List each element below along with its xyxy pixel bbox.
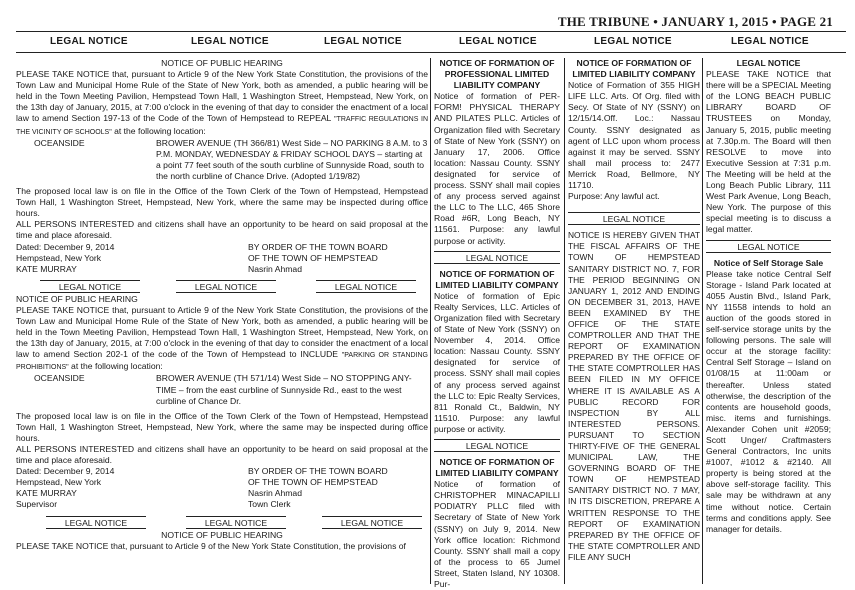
notice-heading: LEGAL NOTICE: [736, 58, 801, 68]
notice-body: Notice of Formation of 355 HIGH LIFE LLC. Arts. Of Org. filed with Secy. Of State of NY (SSNY) on 12/15/14.Off. Loc.: Nassau County. SSNY designated as agent of LLC upon whom process against it may be served. SSNY shall mail process to: 2477 Merrick Road, Bellmore, NY 11710.: [568, 80, 700, 191]
header-rule: [16, 52, 846, 53]
masthead: THE TRIBUNE • JANUARY 1, 2015 • PAGE 21: [557, 14, 833, 29]
legal-notice-label-row: [16, 278, 428, 292]
hearing-signature: Dated: December 9, 2014 Hempstead, New York KATE MURRAY BY ORDER OF THE TOWN BOARD OF THE TOWN OF HEMPSTEAD Nasrin Ahmad: [16, 241, 388, 274]
notice-heading: NOTICE OF FORMATION OF LIMITED LIABILITY COMPANY: [435, 457, 559, 479]
legal-notice-label-row: [16, 514, 428, 528]
column-header: LEGAL NOTICE: [731, 36, 809, 47]
llc-formation-column: [434, 58, 560, 590]
notice-body: Notice of formation of PER-FORM! PHYSICAL THERAPY AND PILATES PLLC. Articles of Organization filed with Secretary of State of New York (SSNY) on January 17, 2006. Office location: Nassau County. SSNY designated for service of process. SSNY shall mail copies of any process served against the LLC to The LLC, 465 Shore Road #6R, Long Beach, NY 11561. Purpose: any lawful purpose or activity.: [434, 91, 560, 246]
legal-notice-label: LEGAL NOTICE: [434, 439, 560, 452]
legal-notice-label: LEGAL NOTICE: [568, 212, 700, 225]
notice-heading: NOTICE OF FORMATION OF LIMITED LIABILITY COMPANY: [572, 58, 696, 80]
notice-heading: NOTICE OF FORMATION OF LIMITED LIABILITY COMPANY: [435, 268, 559, 290]
column-header: LEGAL NOTICE: [50, 36, 128, 47]
hearing-allpersons: ALL PERSONS INTERESTED and citizens shall have an opportunity to be heard on said proposal at the time and place aforesaid.: [16, 219, 428, 241]
column-header: LEGAL NOTICE: [594, 36, 672, 47]
legal-notice-label: LEGAL NOTICE: [316, 280, 416, 293]
notice-body: Notice of formation of CHRISTOPHER MINACAPILLI PODIATRY PLLC filed with Secretary of State of New York (SSNY) on July 9, 2014. New York office location: Richmond County. SSNY shall mail a copy of the process to 65 Jumel Street, Staten Island, NY 10308. Pur-: [434, 479, 560, 590]
notice-body: PLEASE TAKE NOTICE that there will be a SPECIAL Meeting of the LONG BEACH PUBLIC LIBRARY BOARD OF TRUSTEES on Monday, January 5, 2015, public meeting at 7.30p.m. The Board will then RESOLVE to move into Executive Session at 7:31 p.m. The Meeting will be held at the Long Beach Public Library, 111 West Park Avenue, Long Beach, New York. The purpose of this special meeting is to discuss a legal matter.: [706, 69, 831, 235]
legal-notice-label: LEGAL NOTICE: [322, 516, 422, 529]
notice-purpose: Purpose: Any lawful act.: [568, 191, 660, 202]
hearing-title: NOTICE OF PUBLIC HEARING: [161, 58, 283, 68]
hearing-onfile: The proposed local law is on file in the Office of the Town Clerk of the Town of Hempstead, Hempstead Town Hall, 1 Washington Street, Hempstead, New York, where the same may be inspected during office hours.: [16, 410, 428, 443]
hearing-body: PLEASE TAKE NOTICE that, pursuant to Article 9 of the New York State Constitution, the provisions of the Town Law and Municipal Home Rule of the State of New York, both as amended, a public hearing will be held in the Town Meeting Pavilion, Hempstead Town Hall, 1 Washington Street, Hempstead, New York, on the 13th day of January, 2015, at 7:00 o'clock in the evening of that day to consider the enactment of a local law to amend Section 202-1 of the code of the Town of Hempstead to INCLUDE "PARKING OR STANDING PROHIBITIONS" at the following location:: [16, 304, 429, 372]
column-divider: [430, 58, 431, 584]
column-header-row: [16, 36, 846, 50]
hearing-title: NOTICE OF PUBLIC HEARING: [16, 293, 138, 304]
column-divider: [702, 58, 703, 584]
notice-heading: NOTICE OF FORMATION OF PROFESSIONAL LIMITED LIABILITY COMPANY: [439, 58, 555, 91]
public-hearing-column: [16, 58, 428, 552]
hearing-location: OCEANSIDE BROWER AVENUE (TH 571/14) West Side – NO STOPPING ANY-TIME – from the east curbline of Sunnyside Rd., east to the west curbline of Chance Dr.: [34, 373, 412, 406]
legal-notice-label: LEGAL NOTICE: [176, 280, 276, 293]
hearing-body: PLEASE TAKE NOTICE that, pursuant to Article 9 of the New York State Constitution, the provisions of the Town Law and Municipal Home Rule of the State of New York, both as amended, a public hearing will be held in the Town Meeting Pavilion, Hempstead Town Hall, 1 Washington Street, Hempstead, New York, on the 13th day of January, 2015, at 7:00 o'clock in the evening of that day to consider the enactment of a local law to amend Section 197-13 of the Code of the Town of Hempstead to REPEAL "TRAFFIC REGULATIONS IN THE VICINITY OF SCHOOLS" at the following location:: [16, 69, 429, 136]
column-header: LEGAL NOTICE: [459, 36, 537, 47]
hearing-onfile: The proposed local law is on file in the Office of the Town Clerk of the Town of Hempstead, Hempstead Town Hall, 1 Washington Street, Hempstead, New York, where the same may be inspected during office hours.: [16, 186, 428, 219]
column-header: LEGAL NOTICE: [324, 36, 402, 47]
fiscal-notice-column: [568, 58, 700, 563]
column-header: LEGAL NOTICE: [191, 36, 269, 47]
notice-heading: Notice of Self Storage Sale: [713, 257, 824, 268]
library-storage-column: [706, 58, 831, 535]
notice-body: NOTICE IS HEREBY GIVEN THAT THE FISCAL AFFAIRS OF THE TOWN OF HEMPSTEAD SANITARY DISTRICT NO. 7, FOR THE PERIOD BEGINNING ON JANUARY 1, 2012 AND ENDING ON DECEMBER 31, 2013, HAVE BEEN EXAMINED BY THE OFFICE OF THE STATE COMPTROLLER AND THAT THE REPORT OF EXAMINATION PREPARED BY THE OFFICE OF THE STATE COMPTROLLER HAS BEEN FILED IN MY OFFICE WHERE IT IS AVAILABLE AS A PUBLIC RECORD FOR INSPECTION BY ALL INTERESTED PERSONS. PURSUANT TO SECTION THIRTY-FIVE OF THE GENERAL MUNICIPAL LAW, THE GOVERNING BOARD OF THE TOWN OF HEMPSTEAD SANITARY DISTRICT NO. 7 MAY, IN ITS DISCRETION, PREPARE A WRITTEN RESPONSE TO THE REPORT OF EXAMINATION PREPARED BY THE OFFICE OF THE STATE COMPTROLLER AND FILE ANY SUCH: [568, 230, 700, 562]
hearing-location: OCEANSIDE BROWER AVENUE (TH 366/81) West Side – NO PARKING 8 A.M. to 3 P.M. MONDAY, WEDNESDAY & FRIDAY SCHOOL DAYS – starting at a point 77 feet south of the south curbline of Sunnyside Road, south to the north curbline of Chance Drive. (Adopted 1/19/82): [34, 137, 428, 181]
legal-notice-label: LEGAL NOTICE: [706, 240, 831, 253]
notice-body: Notice of formation of Epic Realty Services, LLC. Articles of Organization filed with Secretary of State of New York (SSNY) on November 4, 2014. Office location: Nassau County. SSNY designated for service of process. SSNY shall mail copies of any process served against the LLC to: Epic Realty Services, 811 Ronald Ct., Baldwin, NY 11510. Purpose: any lawful purpose or activity.: [434, 290, 560, 434]
hearing-body: PLEASE TAKE NOTICE that, pursuant to Article 9 of the New York State Constitution, the provisions of: [16, 540, 406, 551]
column-divider: [564, 58, 565, 584]
hearing-title: NOTICE OF PUBLIC HEARING: [161, 529, 283, 540]
hearing-signature: Dated: December 9, 2014 Hempstead, New York KATE MURRAY Supervisor BY ORDER OF THE TOWN BOARD OF THE TOWN OF HEMPSTEAD Nasrin Ahmad Town Clerk: [16, 466, 388, 510]
hearing-allpersons: ALL PERSONS INTERESTED and citizens shall have an opportunity to be heard on said proposal at the time and place aforesaid.: [16, 444, 428, 466]
masthead-rule: [16, 31, 846, 32]
legal-notice-label: LEGAL NOTICE: [40, 280, 140, 293]
legal-notice-label: LEGAL NOTICE: [186, 516, 286, 529]
legal-notice-label: LEGAL NOTICE: [46, 516, 146, 529]
notice-body: Please take notice Central Self Storage - Island Park located at 4055 Austin Blvd., Island Park, NY 11558 intends to hold an auction of the goods stored in self-service storage units by the following persons. The sale will occur at the storage facility: Central Self Storage – Island on 01/08/15 at 11:00am or thereafter. Unless stated otherwise, the description of the contents are household goods, misc. items and furnishings. Alexander Cohen unit #2059; Scott Unger/ Craftmasters General Contractors, Inc units #1007, #1012 & #2140. All property is being stored at the above self-storage facility. This sale may be withdrawn at any time without notice. Certain terms and conditions apply. See manager for details.: [706, 268, 831, 534]
legal-notice-label: LEGAL NOTICE: [434, 251, 560, 264]
